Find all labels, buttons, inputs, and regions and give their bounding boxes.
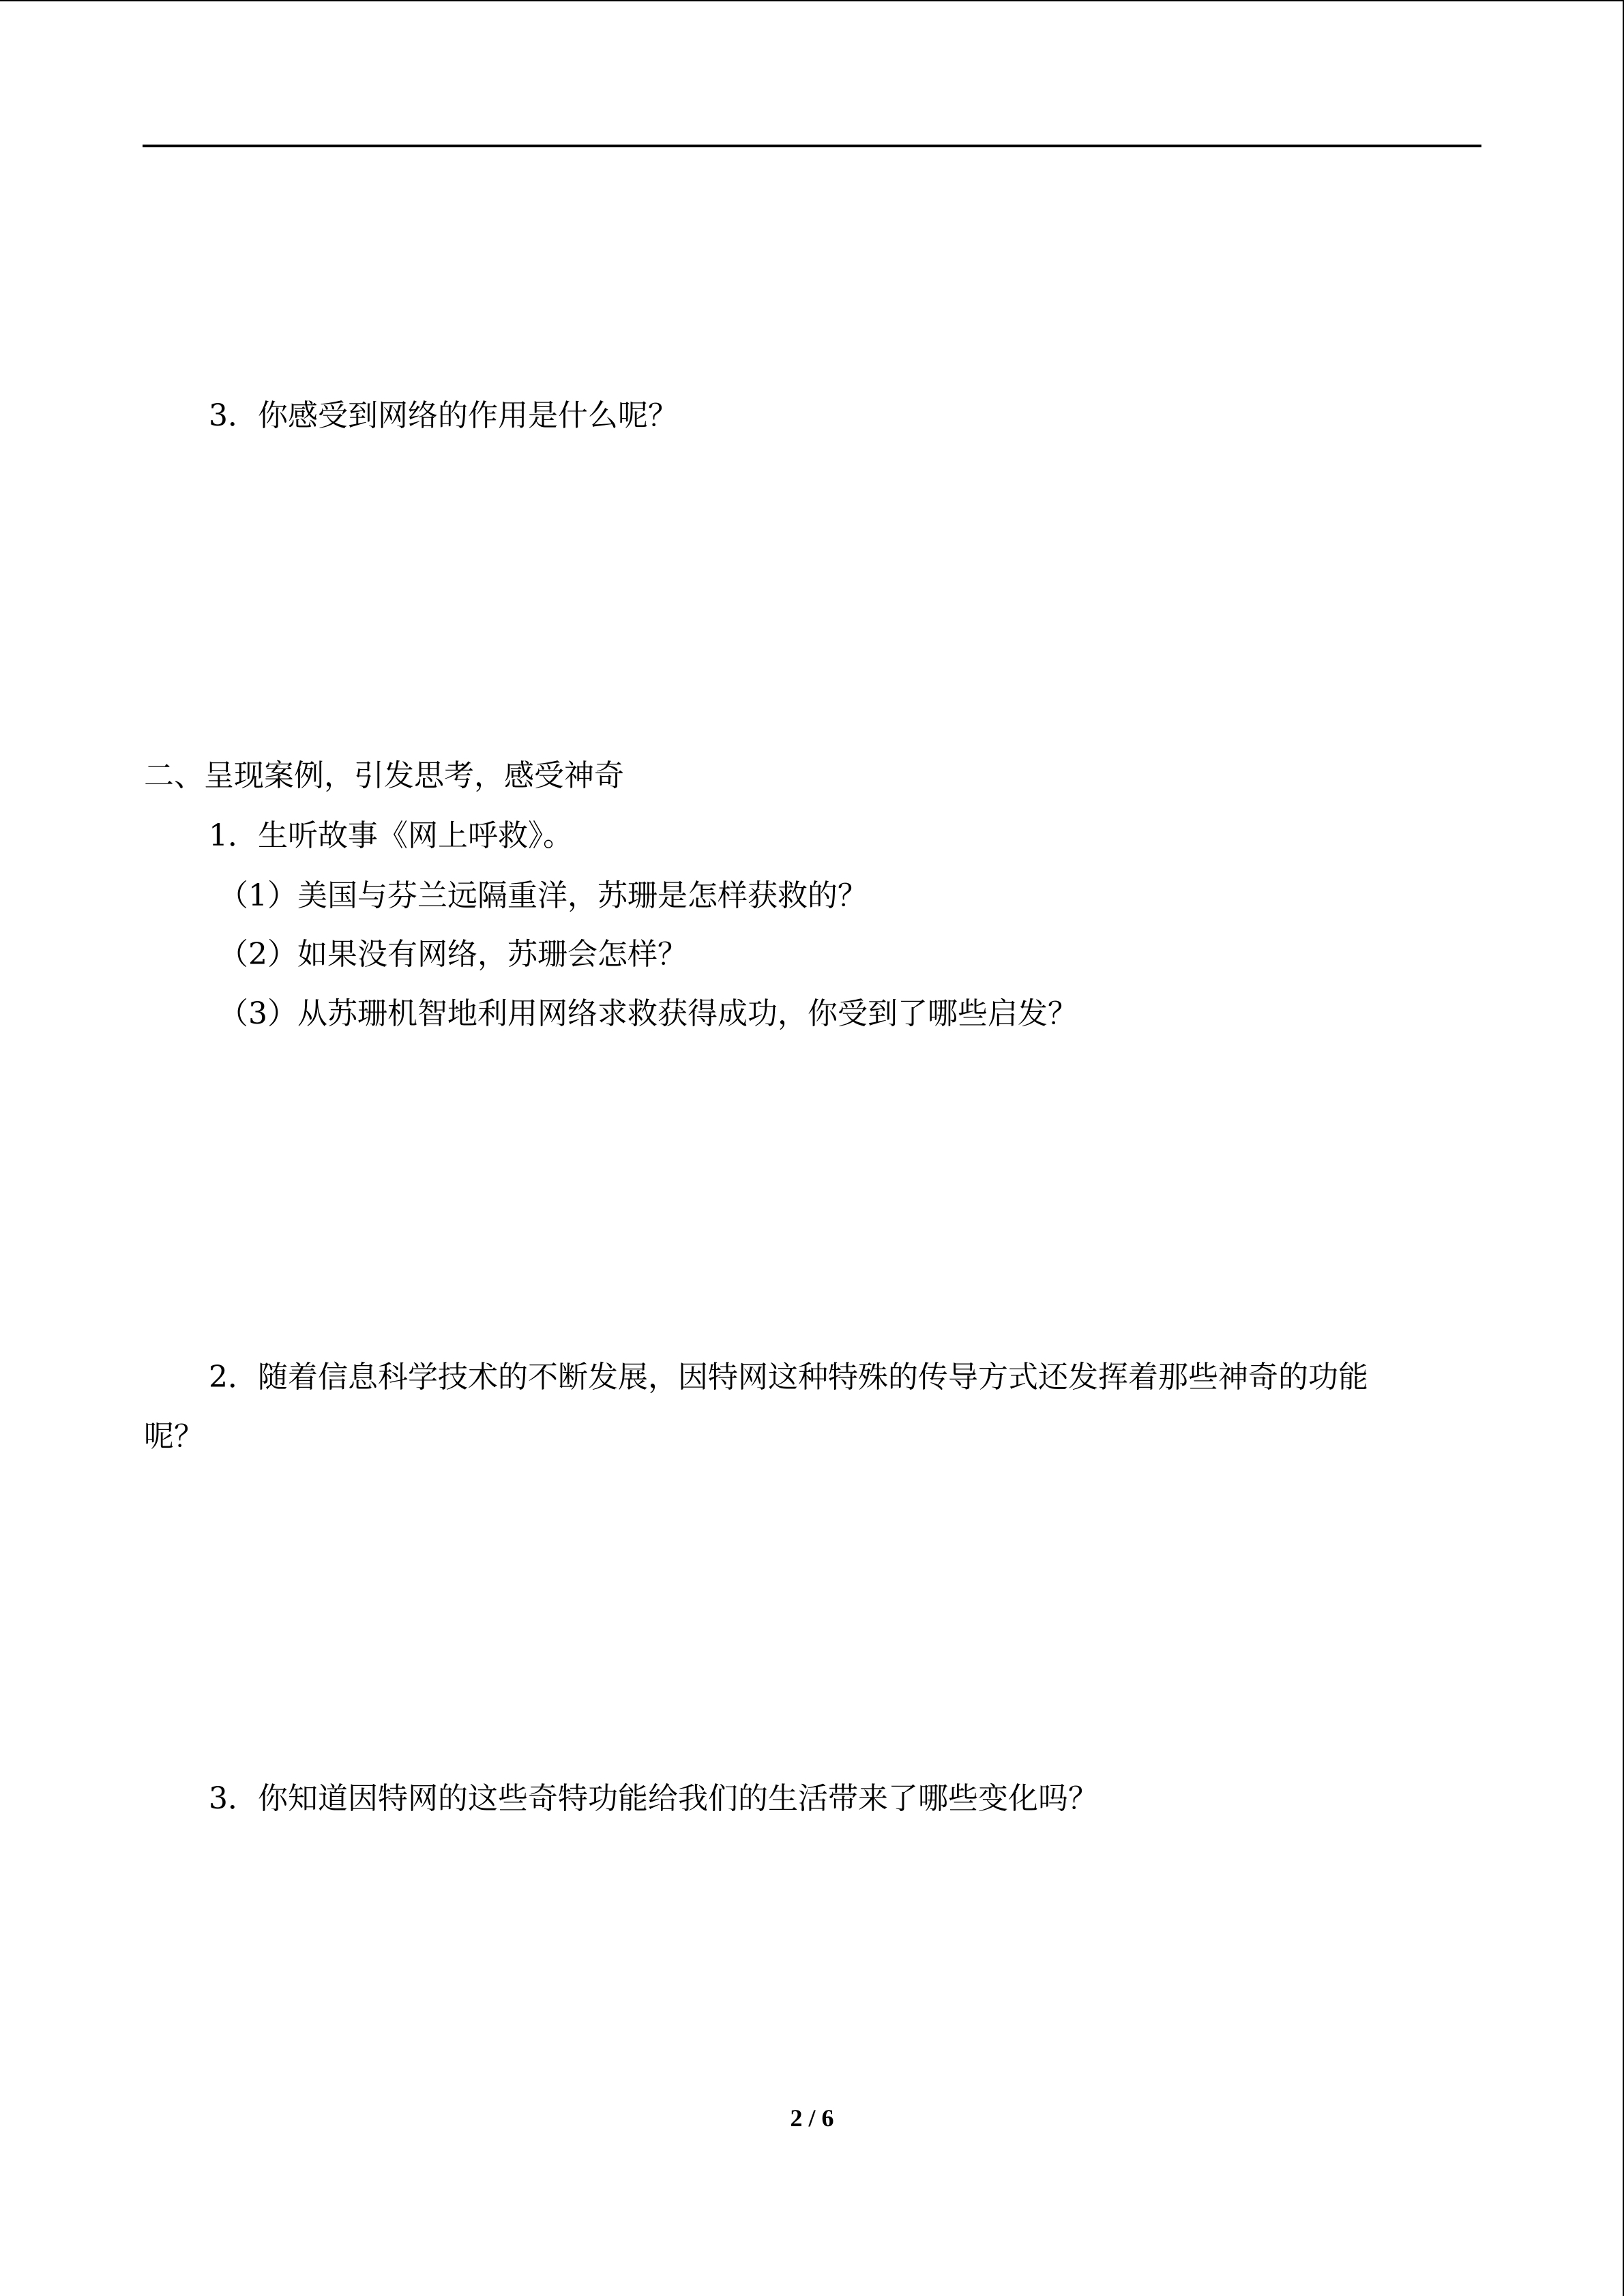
page-number: 2 / 6: [790, 2104, 834, 2132]
sub-question-1: （1）美国与芬兰远隔重洋，苏珊是怎样获救的？: [218, 878, 868, 913]
item-2-line-2: 呢？: [144, 1419, 204, 1454]
item-1-story: 1．生听故事《网上呼救》。: [209, 818, 573, 853]
sub-question-3: （3）从苏珊机智地利用网络求救获得成功，你受到了哪些启发？: [218, 996, 1078, 1031]
sub-question-2: （2）如果没有网络，苏珊会怎样？: [218, 937, 688, 972]
section-2-heading: 二、呈现案例，引发思考，感受神奇: [144, 758, 624, 793]
header-rule: [143, 145, 1481, 147]
item-3-changes: 3．你知道因特网的这些奇特功能给我们的生活带来了哪些变化吗？: [209, 1781, 1098, 1816]
question-3-network-role: 3．你感受到网络的作用是什么呢？: [209, 398, 678, 433]
item-2-line-1: 2．随着信息科学技术的不断发展，因特网这种特殊的传导方式还发挥着那些神奇的功能: [209, 1360, 1368, 1395]
